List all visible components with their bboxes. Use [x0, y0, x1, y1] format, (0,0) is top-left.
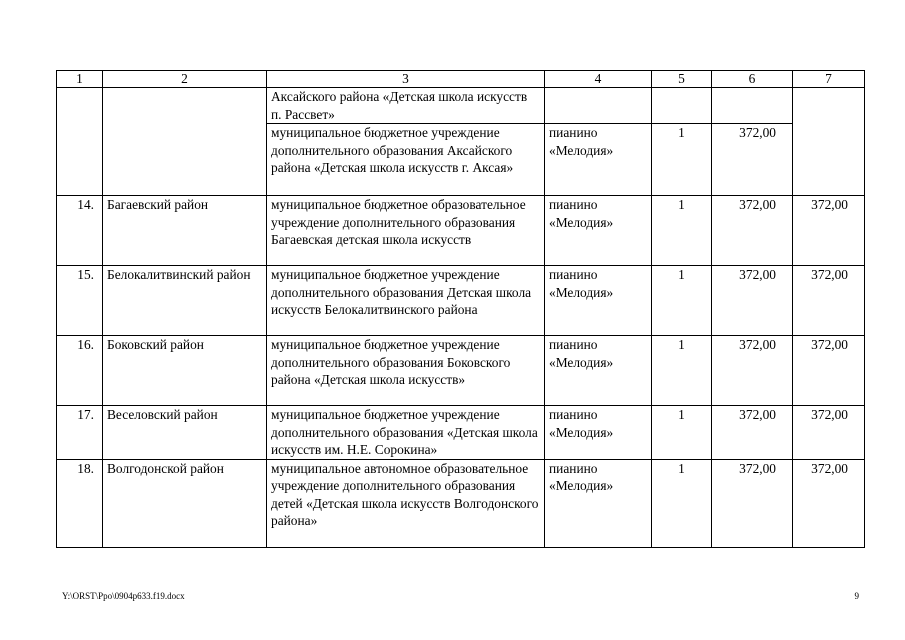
price-cell: 372,00 [712, 336, 793, 406]
header-cell: 4 [545, 71, 652, 88]
item-cell: пианино «Мелодия» [545, 266, 652, 336]
total-cell [793, 88, 865, 196]
item-cell: пианино «Мелодия» [545, 459, 652, 547]
footer-file-path: Y:\ORST\Ppo\0904p633.f19.docx [62, 591, 185, 601]
price-cell [712, 88, 793, 124]
qty-cell: 1 [652, 336, 712, 406]
qty-cell: 1 [652, 196, 712, 266]
org-cell: муниципальное бюджетное учреждение дополнительного образования «Детская школа искусств им. Н.Е. Сорокина» [267, 406, 545, 460]
item-cell [545, 88, 652, 124]
price-cell: 372,00 [712, 196, 793, 266]
item-cell: пианино «Мелодия» [545, 124, 652, 196]
table-row-15 [57, 266, 865, 336]
price-cell: 372,00 [712, 124, 793, 196]
org-cell: муниципальное бюджетное учреждение дополнительного образования Аксайского района «Детская школа искусств г. Аксая» [267, 124, 545, 196]
org-cell: муниципальное бюджетное образовательное учреждение дополнительного образования Багаевская детская школа искусств [267, 196, 545, 266]
header-cell: 5 [652, 71, 712, 88]
header-cell: 1 [57, 71, 103, 88]
qty-cell: 1 [652, 406, 712, 460]
district-cell: Боковский район [103, 336, 267, 406]
price-cell: 372,00 [712, 266, 793, 336]
header-cell: 3 [267, 71, 545, 88]
qty-cell: 1 [652, 459, 712, 547]
header-cell: 7 [793, 71, 865, 88]
table-row-18 [57, 459, 865, 547]
qty-cell [652, 88, 712, 124]
item-cell: пианино «Мелодия» [545, 336, 652, 406]
item-cell: пианино «Мелодия» [545, 196, 652, 266]
total-cell: 372,00 [793, 196, 865, 266]
org-cell: муниципальное бюджетное учреждение дополнительного образования Детская школа искусств Белокалитвинского района [267, 266, 545, 336]
qty-cell: 1 [652, 266, 712, 336]
num-cell: 16. [57, 336, 103, 406]
total-cell: 372,00 [793, 406, 865, 460]
org-cell: муниципальное автономное образовательное учреждение дополнительного образования детей «Детская школа искусств Волгодонского района» [267, 459, 545, 547]
total-cell: 372,00 [793, 336, 865, 406]
table-row-14 [57, 196, 865, 266]
district-cell: Веселовский район [103, 406, 267, 460]
district-cell: Волгодонской район [103, 459, 267, 547]
num-cell: 17. [57, 406, 103, 460]
num-cell: 15. [57, 266, 103, 336]
allocation-table [56, 70, 865, 548]
header-cell: 6 [712, 71, 793, 88]
table-row-17 [57, 406, 865, 460]
total-cell: 372,00 [793, 266, 865, 336]
org-cell: муниципальное бюджетное учреждение дополнительного образования Боковского района «Детская школа искусств» [267, 336, 545, 406]
org-cell: Аксайского района «Детская школа искусств п. Рассвет» [267, 88, 545, 124]
header-cell: 2 [103, 71, 267, 88]
district-cell [103, 88, 267, 196]
table-row-continuation-a [57, 88, 865, 124]
district-cell: Белокалитвинский район [103, 266, 267, 336]
total-cell: 372,00 [793, 459, 865, 547]
price-cell: 372,00 [712, 459, 793, 547]
num-cell: 18. [57, 459, 103, 547]
table-row-16 [57, 336, 865, 406]
page-number: 9 [854, 591, 859, 601]
column-number-header-row [57, 71, 865, 88]
district-cell: Багаевский район [103, 196, 267, 266]
num-cell [57, 88, 103, 196]
item-cell: пианино «Мелодия» [545, 406, 652, 460]
price-cell: 372,00 [712, 406, 793, 460]
num-cell: 14. [57, 196, 103, 266]
qty-cell: 1 [652, 124, 712, 196]
